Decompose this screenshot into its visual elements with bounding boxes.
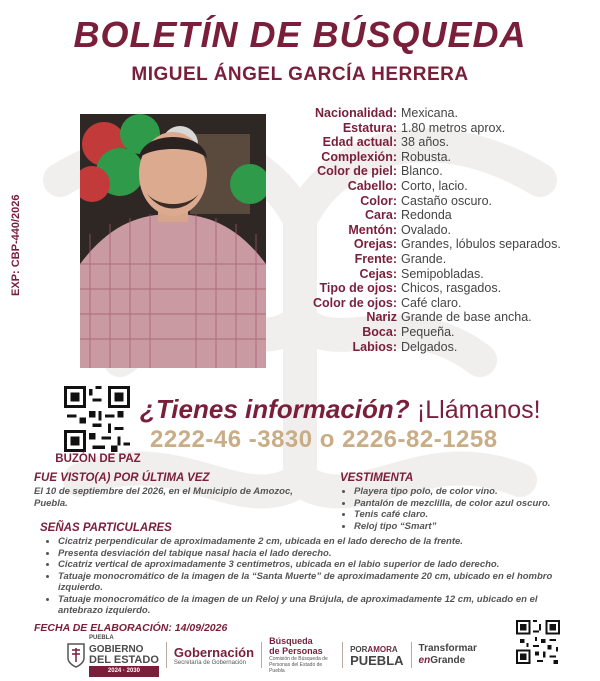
physical-traits xyxy=(300,106,600,354)
marks-heading: SEÑAS PARTICULARES xyxy=(40,522,172,534)
last-seen-text: El 10 de septiembre del 2026, en el Municipio de Amozoc, Puebla. xyxy=(34,486,293,509)
page-title: BOLETÍN DE BÚSQUEDA xyxy=(73,14,527,55)
list-item: • Presenta desviación del tabique nasal hacia el lado derecho. xyxy=(58,548,560,560)
trait-row: Color: Castaño oscuro. xyxy=(360,193,493,208)
divider xyxy=(342,642,343,668)
logo-gobernacion: Gobernación Secretaría de Gobernación xyxy=(173,644,255,666)
divider xyxy=(411,642,412,668)
trait-row: Orejas: Grandes, lóbulos separados. xyxy=(353,237,561,252)
call-us: ¡Llámanos! xyxy=(416,396,541,424)
person-photo xyxy=(80,114,266,368)
footer-logos xyxy=(66,636,506,674)
trait-row: Nariz Grande de base ancha. xyxy=(366,310,532,325)
last-seen-section xyxy=(34,472,294,510)
logo-gobierno-estado: PUEBLA GOBIERNO DEL ESTADO 2024 · 2030 xyxy=(66,633,159,677)
list-item: • Pantalón de mezclilla, de color azul oscuro. xyxy=(354,498,590,510)
divider xyxy=(261,642,262,668)
divider xyxy=(166,642,167,668)
creation-date: FECHA DE ELABORACIÓN: 14/09/2026 xyxy=(34,622,228,634)
trait-row: Boca: Pequeña. xyxy=(362,324,455,339)
person-name: MIGUEL ÁNGEL GARCÍA HERRERA xyxy=(131,64,469,85)
logo-busqueda: Búsqueda de Personas Comisión de Búsqueda de Personas del Estado de Puebla xyxy=(269,636,328,674)
logo-transformar: Transformar enGrande xyxy=(418,643,477,666)
list-item: • Playera tipo polo, de color vino. xyxy=(354,486,590,498)
trait-row: Color de ojos: Café claro. xyxy=(312,295,462,310)
trait-row: Labios: Delgados. xyxy=(352,339,458,354)
case-number: EXP: CBP-440/2026 xyxy=(10,194,22,296)
trait-row: Nacionalidad: Mexicana. xyxy=(315,106,458,120)
trait-row: Edad actual: 38 años. xyxy=(322,135,449,150)
qr-code-icon[interactable] xyxy=(516,620,560,664)
qr-code-icon[interactable] xyxy=(64,386,130,452)
trait-row: Frente: Grande. xyxy=(354,251,447,266)
phone-numbers[interactable]: 2222-46 -3830 o 2226-82-1258 xyxy=(150,426,498,453)
trait-row: Complexión: Robusta. xyxy=(321,149,452,164)
list-item: • Tatuaje monocromático de la imagen de la “Santa Muerte” de aproximadamente 20 cm, ubicado en el hombro izquierdo. xyxy=(58,571,560,594)
trait-row: Tipo de ojos: Chicos, rasgados. xyxy=(319,281,502,296)
list-item: • Reloj tipo “Smart” xyxy=(354,521,590,533)
trait-row: Mentón: Ovalado. xyxy=(348,222,452,237)
list-item: • Tenis café claro. xyxy=(354,509,590,521)
trait-row: Cara: Redonda xyxy=(365,208,452,223)
logo-por-amor-puebla: PORAMORA PUEBLA xyxy=(350,645,404,668)
info-callout xyxy=(140,394,541,425)
distinguishing-marks-section xyxy=(40,522,560,617)
trait-row: Cabello: Corto, lacio. xyxy=(347,178,468,193)
list-item: • Cicatriz perpendicular de aproximadamente 2 cm, ubicada en el lado derecho de la frente. xyxy=(58,536,560,548)
state-seal-icon xyxy=(66,642,86,668)
trait-row: Color de piel: Blanco. xyxy=(317,164,443,179)
last-seen-heading: FUE VISTO(A) POR ÚLTIMA VEZ xyxy=(34,472,210,484)
trait-row: Cejas: Semipobladas. xyxy=(359,266,484,281)
list-item: • Cicatriz vertical de aproximadamente 3 centímetros, ubicada en el labio superior de lado derecho. xyxy=(58,559,560,571)
clothing-heading: VESTIMENTA xyxy=(340,472,414,484)
info-question: ¿Tienes información? xyxy=(140,394,410,424)
trait-row: Estatura: 1.80 metros aprox. xyxy=(342,120,506,135)
list-item: • Tatuaje monocromático de la imagen de un Reloj y una Brújula, de aproximadamente 12 cm, ubicado en el antebrazo izquierdo. xyxy=(58,594,560,617)
buzon-label: BUZÓN DE PAZ xyxy=(55,453,141,465)
